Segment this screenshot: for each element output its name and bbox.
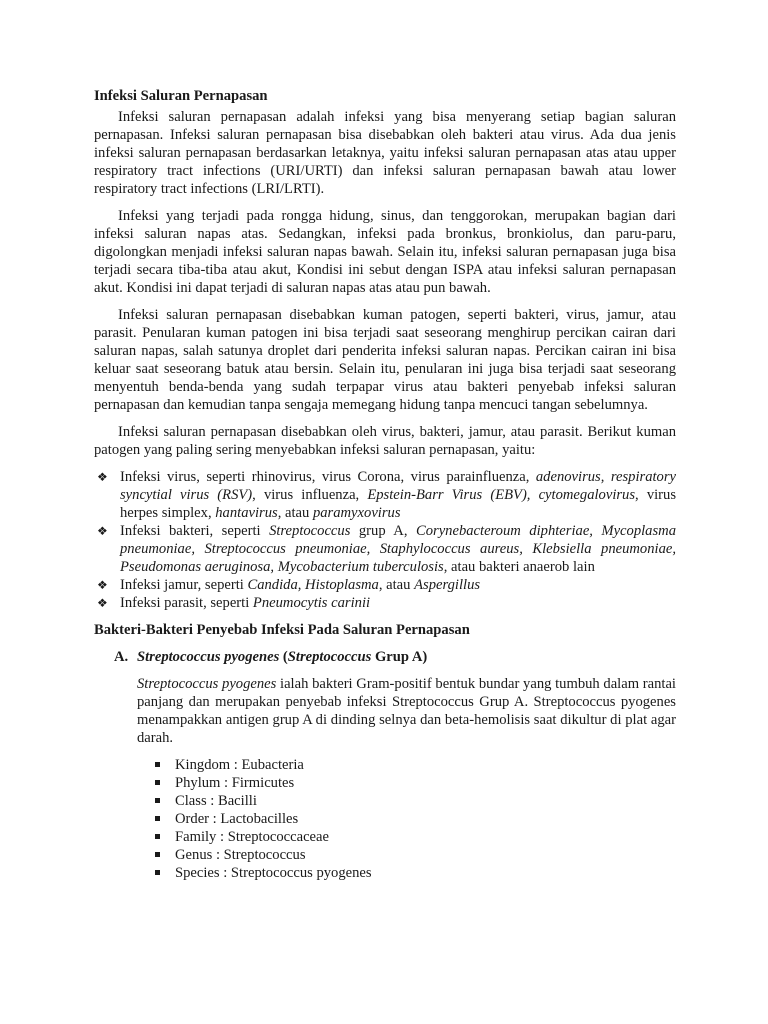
pathogen-list <box>94 468 676 612</box>
list-item <box>155 756 676 774</box>
subsection-heading <box>114 648 676 666</box>
text: Infeksi virus, seperti rhinovirus, virus Corona, virus parainfluenza, <box>120 469 536 485</box>
italic-text: adenovirus, respiratory syncytial virus (RSV) <box>120 469 676 503</box>
italic-text: Streptococcus <box>287 649 372 665</box>
text: Genus : Streptococcus <box>175 847 306 863</box>
square-bullet-icon <box>155 834 160 839</box>
text: Phylum : Firmicutes <box>175 775 295 791</box>
square-bullet-icon <box>155 780 160 785</box>
text: Infeksi parasit, seperti <box>120 595 253 611</box>
square-bullet-icon <box>155 870 160 875</box>
text: Class : Bacilli <box>175 793 257 809</box>
taxonomy-list <box>137 756 676 882</box>
italic-text: hantavirus <box>215 505 278 521</box>
italic-text: Streptococcus pyogenes <box>137 676 277 692</box>
paragraph <box>137 675 676 747</box>
list-item <box>94 468 676 522</box>
list-item <box>155 792 676 810</box>
document-title: Infeksi Saluran Pernapasan <box>94 88 268 104</box>
text: Grup A) <box>371 649 428 665</box>
list-item <box>94 576 676 594</box>
diamond-bullet-icon: ❖ <box>97 524 108 538</box>
italic-text: Streptococcus pyogenes <box>137 649 280 665</box>
paragraph: Infeksi yang terjadi pada rongga hidung, sinus, dan tenggorokan, merupakan bagian dari infeksi saluran napas atas. Sedangkan, infeksi pada bronkus, bronkiolus, dan paru-paru, digolongkan menjadi infeksi saluran napas bawah. Selain itu, infeksi saluran pernapasan juga bisa terjadi secara tiba-tiba atau akut, Kondisi ini sebut dengan ISPA atau infeksi saluran pernapasan akut. Kondisi ini dapat terjadi di saluran napas atas atau pun bawah. <box>94 208 676 296</box>
subsection-body <box>137 675 676 882</box>
list-item <box>155 828 676 846</box>
italic-text: Streptococcus <box>269 523 351 539</box>
italic-text: Aspergillus <box>414 577 481 593</box>
text: grup A, <box>350 523 416 539</box>
list-item <box>155 846 676 864</box>
diamond-bullet-icon: ❖ <box>97 578 108 592</box>
diamond-bullet-icon: ❖ <box>97 596 108 610</box>
paragraph: Infeksi saluran pernapasan disebabkan oleh virus, bakteri, jamur, atau parasit. Berikut kuman patogen yang paling sering menyebabkan infeksi saluran pernapasan, yaitu: <box>94 424 676 458</box>
section-heading: Bakteri-Bakteri Penyebab Infeksi Pada Saluran Pernapasan <box>94 622 470 638</box>
text: Infeksi jamur, seperti <box>120 577 248 593</box>
text: , virus herpes simplex, <box>120 487 677 521</box>
italic-text: Corynebacteroum diphteriae, Mycoplasma pneumoniae, Streptococcus pneumoniae, Staphylococcus aureus, Klebsiella pneumoniae, Pseudomonas aeruginosa, Mycobacterium tuberculosis <box>120 523 676 575</box>
list-item <box>155 810 676 828</box>
diamond-bullet-icon: ❖ <box>97 470 108 484</box>
text: , virus influenza, <box>252 487 368 503</box>
square-bullet-icon <box>155 762 160 767</box>
square-bullet-icon <box>155 852 160 857</box>
list-item <box>94 522 676 576</box>
subsection-number: A. <box>114 649 129 665</box>
italic-text: Pneumocytis carinii <box>252 595 371 611</box>
text: Order : Lactobacilles <box>175 811 299 827</box>
italic-text: paramyxovirus <box>312 505 401 521</box>
text: , atau <box>277 505 313 521</box>
square-bullet-icon <box>155 816 160 821</box>
paragraph: Infeksi saluran pernapasan adalah infeksi yang bisa menyerang setiap bagian saluran pernapasan. Infeksi saluran pernapasan bisa disebabkan oleh bakteri atau virus. Ada dua jenis infeksi saluran pernapasan berdasarkan letaknya, yaitu infeksi saluran pernapasan atas atau upper respiratory tract infections (URI/URTI) dan infeksi saluran pernapasan bawah atau lower respiratory tract infections (LRI/LRTI). <box>94 109 676 197</box>
list-item <box>155 774 676 792</box>
square-bullet-icon <box>155 798 160 803</box>
list-item <box>155 864 676 882</box>
paragraph: Infeksi saluran pernapasan disebabkan kuman patogen, seperti bakteri, virus, jamur, atau parasit. Penularan kuman patogen ini bisa terjadi saat seseorang menghirup percikan cairan dari saluran napas, salah satunya droplet dari penderita infeksi saluran napas. Percikan cairan ini bisa keluar saat seseorang batuk atau bersin. Selain itu, penularan ini juga bisa terjadi saat seseorang menyentuh benda-benda yang sudah terpapar virus atau bakteri penyebab infeksi saluran pernapasan dan kemudian tanpa sengaja memegang hidung tanpa mencuci tangan sebelumnya. <box>94 307 676 413</box>
text: , atau <box>378 577 415 593</box>
text: Family : Streptococcaceae <box>175 829 329 845</box>
text: Kingdom : Eubacteria <box>175 757 304 773</box>
text: Species : Streptococcus pyogenes <box>175 865 372 881</box>
text: ialah bakteri Gram-positif bentuk bundar yang tumbuh dalam rantai panjang dan merupakan penyebab infeksi Streptococcus Grup A. Streptococcus pyogenes menampakkan antigen grup A di dinding selnya dan beta-hemolisis saat dikultur di plat agar darah. <box>137 676 676 746</box>
text: Infeksi bakteri, seperti <box>120 523 270 539</box>
italic-text: Epstein-Barr Virus (EBV), cytomegalovirus <box>367 487 636 503</box>
list-item <box>94 594 676 612</box>
text: ( <box>279 649 288 665</box>
document-page <box>94 87 676 882</box>
italic-text: Candida, Histoplasma <box>247 577 379 593</box>
text: , atau bakteri anaerob lain <box>443 559 595 575</box>
